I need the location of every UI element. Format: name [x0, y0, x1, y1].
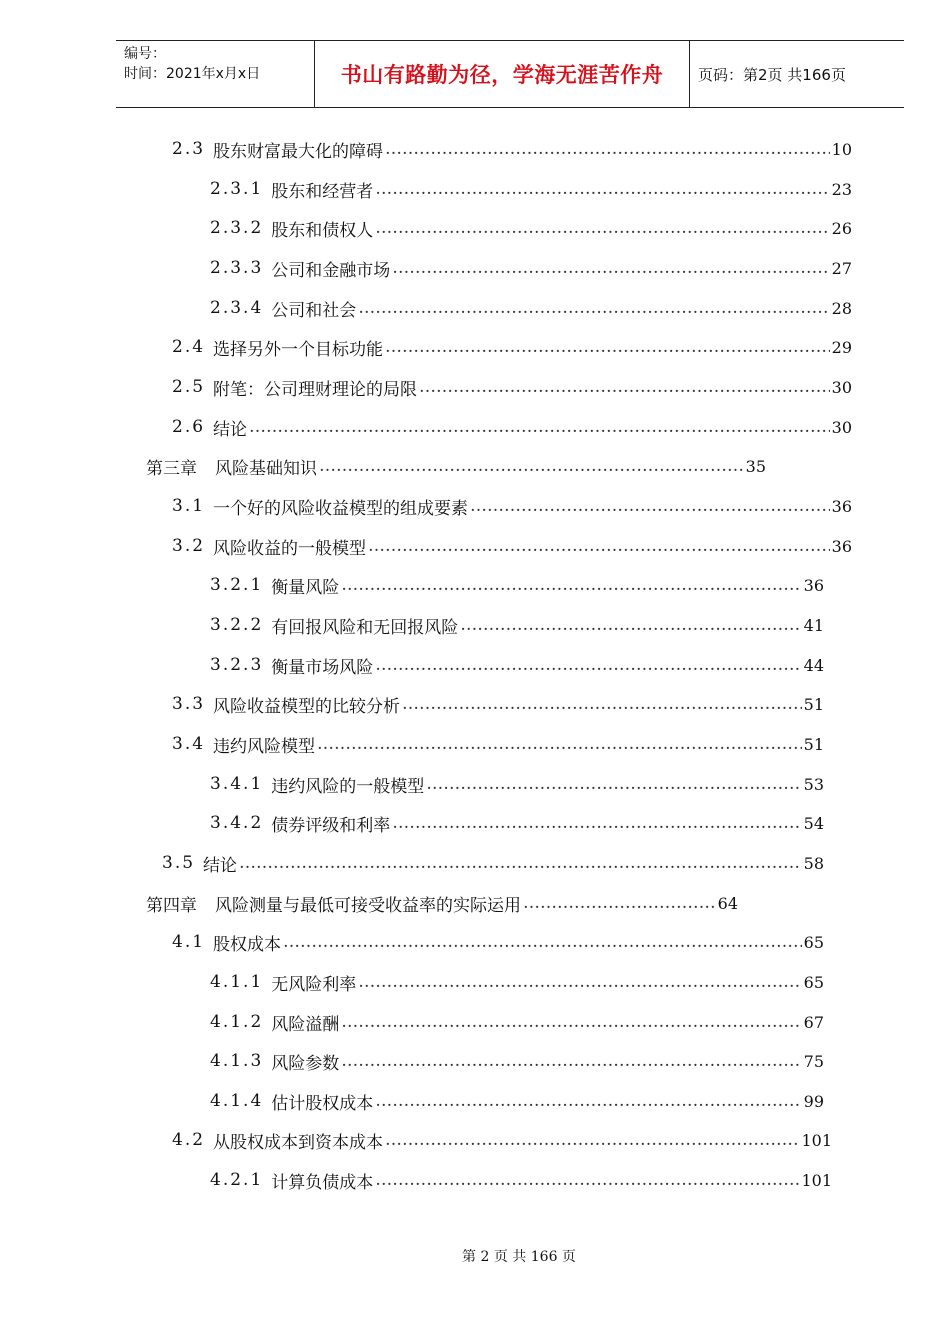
- toc-number: 2.3.1: [210, 179, 264, 199]
- page-info: 页码：第2页 共166页: [698, 65, 846, 84]
- toc-entry[interactable]: [210, 1010, 824, 1034]
- header-motto-cell: [315, 41, 690, 107]
- toc-page: 30: [831, 417, 852, 437]
- toc-entry[interactable]: [210, 177, 852, 201]
- toc-leader: [375, 655, 801, 675]
- toc-number: 2.6: [172, 417, 206, 437]
- toc-number: 4.1.3: [210, 1051, 264, 1071]
- toc-page: 10: [831, 139, 852, 159]
- toc-leader: [523, 893, 716, 913]
- toc-entry[interactable]: [210, 256, 852, 280]
- toc-entry[interactable]: [210, 772, 824, 796]
- toc-title: 一个好的风险收益模型的组成要素: [213, 498, 469, 519]
- footer-page-number: 第 2 页 共 166 页: [462, 1249, 576, 1265]
- toc-title: 衡量风险: [271, 577, 340, 598]
- toc-number: 4.1.2: [210, 1012, 264, 1032]
- toc-entry[interactable]: [210, 296, 852, 320]
- toc-title: 附笔：公司理财理论的局限: [213, 379, 418, 400]
- toc-title: 风险参数: [271, 1053, 340, 1074]
- toc-title: 股权成本: [213, 934, 282, 955]
- toc-entry[interactable]: [210, 653, 824, 677]
- toc-number: 4.2: [172, 1130, 206, 1150]
- toc-title: 有回报风险和无回报风险: [271, 617, 459, 638]
- toc-entry[interactable]: [210, 573, 824, 597]
- toc-number: 2.5: [172, 377, 206, 397]
- toc-entry[interactable]: [162, 851, 824, 875]
- toc-leader: [426, 774, 801, 794]
- toc-title: 无风险利率: [271, 974, 357, 995]
- toc-leader: [341, 575, 801, 595]
- toc-leader: [319, 456, 744, 476]
- toc-title: 结论: [213, 419, 248, 440]
- toc-leader: [392, 258, 829, 278]
- toc-number: 2.3.4: [210, 298, 264, 318]
- toc-page: 29: [831, 337, 852, 357]
- toc-title: 公司和金融市场: [271, 260, 391, 281]
- toc-entry[interactable]: [210, 1168, 832, 1192]
- toc-page: 36: [831, 536, 852, 556]
- toc-entry[interactable]: [210, 1049, 824, 1073]
- toc-number: 3.1: [172, 496, 206, 516]
- motto: 书山有路勤为径，学海无涯苦作舟: [340, 63, 664, 87]
- toc-number: 4.2.1: [210, 1170, 264, 1190]
- toc-entry[interactable]: [210, 970, 824, 994]
- toc-title: 选择另外一个目标功能: [213, 339, 384, 360]
- toc-leader: [358, 298, 829, 318]
- toc-leader: [283, 932, 802, 952]
- toc-number: 3.4.1: [210, 774, 264, 794]
- toc-page: 27: [831, 258, 852, 278]
- toc-page: 44: [803, 655, 824, 675]
- toc-page: 53: [803, 774, 824, 794]
- toc-number: 2.3.3: [210, 258, 264, 278]
- page-footer: [0, 1246, 950, 1266]
- toc-leader: [239, 853, 802, 873]
- toc-number: 2.4: [172, 337, 206, 357]
- toc-entry[interactable]: [172, 534, 852, 558]
- toc-number: 3.2.2: [210, 615, 264, 635]
- toc-page: 41: [803, 615, 824, 635]
- page-header: [116, 40, 904, 108]
- toc-title: 债券评级和利率: [271, 815, 391, 836]
- toc-page: 67: [803, 1012, 824, 1032]
- toc-leader: [341, 1012, 801, 1032]
- toc-page: 51: [803, 694, 824, 714]
- toc-page: 51: [803, 734, 824, 754]
- toc-number: 4.1.4: [210, 1091, 264, 1111]
- toc-entry[interactable]: [210, 613, 824, 637]
- toc-title: 公司和社会: [271, 300, 357, 321]
- header-meta: [116, 41, 315, 107]
- toc-number: 3.2.3: [210, 655, 264, 675]
- toc-number: 第四章: [146, 895, 197, 916]
- toc-entry[interactable]: [172, 930, 824, 954]
- toc-leader: [385, 139, 830, 159]
- toc-leader: [375, 179, 829, 199]
- toc-title: 风险收益模型的比较分析: [213, 696, 401, 717]
- toc-page: 36: [803, 575, 824, 595]
- toc-title: 衡量市场风险: [271, 657, 374, 678]
- toc-number: 3.3: [172, 694, 206, 714]
- toc-entry[interactable]: [172, 335, 852, 359]
- toc-number: 4.1: [172, 932, 206, 952]
- toc-title: 股东和经营者: [271, 181, 374, 202]
- toc-leader: [385, 1130, 799, 1150]
- toc-leader: [375, 1170, 799, 1190]
- toc-page: 101: [801, 1170, 832, 1190]
- toc-title: 风险溢酬: [271, 1014, 340, 1035]
- toc-number: 2.3.2: [210, 218, 264, 238]
- toc-entry[interactable]: [172, 137, 852, 161]
- toc-title: 结论: [203, 855, 238, 876]
- number-label: 编号：: [124, 46, 166, 62]
- toc-leader: [470, 496, 830, 516]
- toc-chapter-entry[interactable]: [146, 891, 738, 915]
- toc-page: 101: [801, 1130, 832, 1150]
- toc-entry[interactable]: [210, 216, 852, 240]
- toc-page: 26: [831, 218, 852, 238]
- toc-title: 违约风险的一般模型: [271, 776, 425, 797]
- toc-leader: [419, 377, 830, 397]
- toc-page: 75: [803, 1051, 824, 1071]
- toc-number: 3.2: [172, 536, 206, 556]
- toc-leader: [385, 337, 830, 357]
- toc-title: 从股权成本到资本成本: [213, 1132, 384, 1153]
- toc-title: 股东和债权人: [271, 220, 374, 241]
- toc-number: 3.5: [162, 853, 196, 873]
- toc-number: 4.1.1: [210, 972, 264, 992]
- toc-leader: [460, 615, 801, 635]
- toc-title: 股东财富最大化的障碍: [213, 141, 384, 162]
- toc-page: 36: [831, 496, 852, 516]
- toc-entry[interactable]: [210, 811, 824, 835]
- toc-page: 64: [717, 893, 738, 913]
- toc-title: 风险基础知识: [215, 458, 317, 479]
- toc-page: 35: [745, 456, 766, 476]
- toc-page: 23: [831, 179, 852, 199]
- toc-entry[interactable]: [172, 415, 852, 439]
- toc-entry[interactable]: [172, 692, 824, 716]
- toc-leader: [375, 218, 829, 238]
- toc-page: 99: [803, 1091, 824, 1111]
- toc-title: 风险收益的一般模型: [213, 538, 367, 559]
- toc-leader: [375, 1091, 801, 1111]
- toc-page: 54: [803, 813, 824, 833]
- toc-leader: [341, 1051, 801, 1071]
- toc-page: 65: [803, 972, 824, 992]
- toc-leader: [368, 536, 830, 556]
- toc-leader: [358, 972, 801, 992]
- toc-entry[interactable]: [172, 375, 852, 399]
- time-label: 时间：2021年x月x日: [124, 66, 261, 82]
- toc-leader: [317, 734, 802, 754]
- header-page-info-cell: [690, 41, 912, 107]
- toc-title: 风险测量与最低可接受收益率的实际运用: [215, 895, 521, 916]
- toc-leader: [392, 813, 801, 833]
- toc-number: 3.4: [172, 734, 206, 754]
- toc-page: 65: [803, 932, 824, 952]
- toc-entry[interactable]: [172, 1128, 832, 1152]
- toc-page: 28: [831, 298, 852, 318]
- toc-chapter-entry[interactable]: [146, 454, 766, 478]
- toc-page: 58: [803, 853, 824, 873]
- toc-leader: [249, 417, 830, 437]
- toc-entry[interactable]: [210, 1089, 824, 1113]
- toc-leader: [402, 694, 802, 714]
- toc-title: 估计股权成本: [271, 1093, 374, 1114]
- toc-entry[interactable]: [172, 494, 852, 518]
- toc-number: 第三章: [146, 458, 197, 479]
- toc-page: 30: [831, 377, 852, 397]
- toc-number: 3.4.2: [210, 813, 264, 833]
- toc-title: 计算负债成本: [271, 1172, 374, 1193]
- toc-number: 3.2.1: [210, 575, 264, 595]
- toc-entry[interactable]: [172, 732, 824, 756]
- toc-title: 违约风险模型: [213, 736, 316, 757]
- toc-number: 2.3: [172, 139, 206, 159]
